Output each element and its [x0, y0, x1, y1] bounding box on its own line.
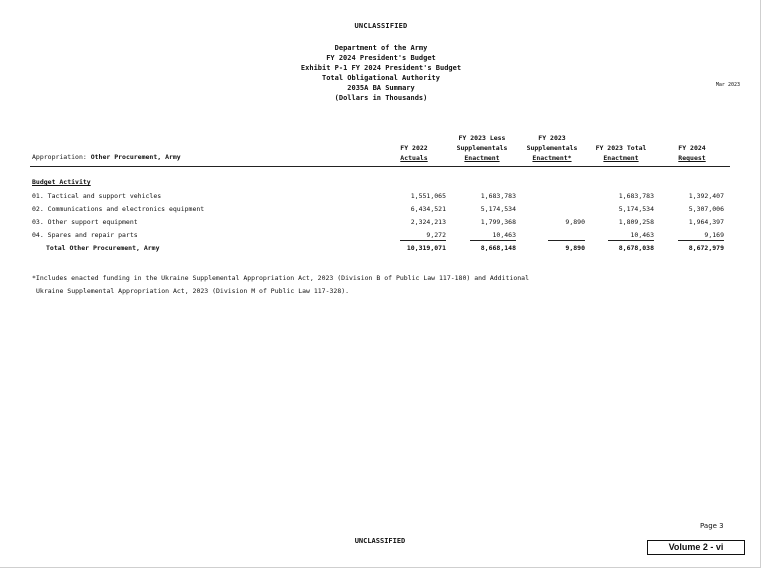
cell-fy2022: 2,324,213	[410, 218, 446, 226]
header-line-budget: FY 2024 President's Budget	[326, 54, 436, 62]
appropriation-label	[32, 153, 181, 161]
cell-fy2022: 9,272	[426, 231, 446, 239]
header-divider	[30, 166, 730, 167]
total-row	[0, 244, 762, 256]
appropriation-prefix: Appropriation:	[32, 153, 87, 161]
header-line-department: Department of the Army	[334, 44, 428, 52]
footnote	[32, 272, 672, 298]
total-fy2023-supp: 9,890	[565, 244, 585, 252]
cell-fy2023-total: 10,463	[630, 231, 654, 239]
report-header	[0, 43, 762, 103]
cell-fy2023-total: 1,683,783	[618, 192, 654, 200]
classification-marking-top: UNCLASSIFIED	[354, 22, 408, 30]
appropriation-name: Other Procurement, Army	[90, 153, 181, 161]
cell-fy2024: 1,392,407	[688, 192, 724, 200]
total-rule-fy2024	[678, 240, 724, 241]
total-fy2022: 10,319,071	[406, 244, 446, 252]
header-line-summary: 2035A BA Summary	[347, 84, 415, 92]
cell-fy2023-supp: 9,890	[565, 218, 585, 226]
cell-fy2022: 1,551,065	[410, 192, 446, 200]
column-header-fy2023-less-supplementals: FY 2023 Less Supplementals Enactment	[456, 134, 508, 162]
cell-fy2023-less-supp: 5,174,534	[480, 205, 516, 213]
column-header-fy2023-total: FY 2023 Total Enactment	[595, 144, 647, 162]
table-row	[0, 218, 762, 230]
total-rule-fy2023-total	[608, 240, 654, 241]
total-fy2023-less-supp: 8,668,148	[480, 244, 516, 252]
section-label-budget-activity: Budget Activity	[32, 178, 91, 186]
footnote-line-1: *Includes enacted funding in the Ukraine Supplemental Appropriation Act, 2023 (Division B of Public Law 117-180) and Additional	[32, 274, 529, 282]
total-label: Total Other Procurement, Army	[46, 244, 160, 252]
cell-fy2024: 1,964,397	[688, 218, 724, 226]
row-label: 04. Spares and repair parts	[32, 231, 138, 239]
cell-fy2023-total: 1,809,258	[618, 218, 654, 226]
cell-fy2022: 6,434,521	[410, 205, 446, 213]
column-header-fy2023-supplementals: FY 2023 Supplementals Enactment*	[526, 134, 578, 162]
row-label: 02. Communications and electronics equipment	[32, 205, 205, 213]
column-header-fy2024-request: FY 2024 Request	[678, 144, 706, 162]
header-line-toa: Total Obligational Authority	[321, 74, 440, 82]
volume-label: Volume 2 - vi	[647, 540, 745, 555]
total-rule-fy2023-supp	[548, 240, 585, 241]
total-fy2024: 8,672,979	[688, 244, 724, 252]
report-date: Mar 2023	[715, 82, 740, 88]
table-row	[0, 231, 762, 243]
header-line-units: (Dollars in Thousands)	[334, 94, 428, 102]
cell-fy2023-less-supp: 1,799,368	[480, 218, 516, 226]
footnote-line-2: Ukraine Supplemental Appropriation Act, 2023 (Division M of Public Law 117-328).	[36, 287, 350, 295]
cell-fy2024: 5,307,006	[688, 205, 724, 213]
cell-fy2024: 9,169	[704, 231, 724, 239]
column-header-fy2022: FY 2022 Actuals	[400, 144, 428, 162]
cell-fy2023-total: 5,174,534	[618, 205, 654, 213]
total-rule-fy2023-less-supp	[470, 240, 516, 241]
classification-marking-bottom: UNCLASSIFIED	[354, 537, 406, 545]
row-label: 03. Other support equipment	[32, 218, 138, 226]
row-label: 01. Tactical and support vehicles	[32, 192, 162, 200]
table-row	[0, 205, 762, 217]
table-row	[0, 192, 762, 204]
page-number: Page 3	[700, 522, 724, 530]
cell-fy2023-less-supp: 10,463	[492, 231, 516, 239]
total-rule-fy2022	[400, 240, 446, 241]
cell-fy2023-less-supp: 1,683,783	[480, 192, 516, 200]
total-fy2023-total: 8,678,038	[618, 244, 654, 252]
header-line-exhibit: Exhibit P-1 FY 2024 President's Budget	[300, 64, 462, 72]
